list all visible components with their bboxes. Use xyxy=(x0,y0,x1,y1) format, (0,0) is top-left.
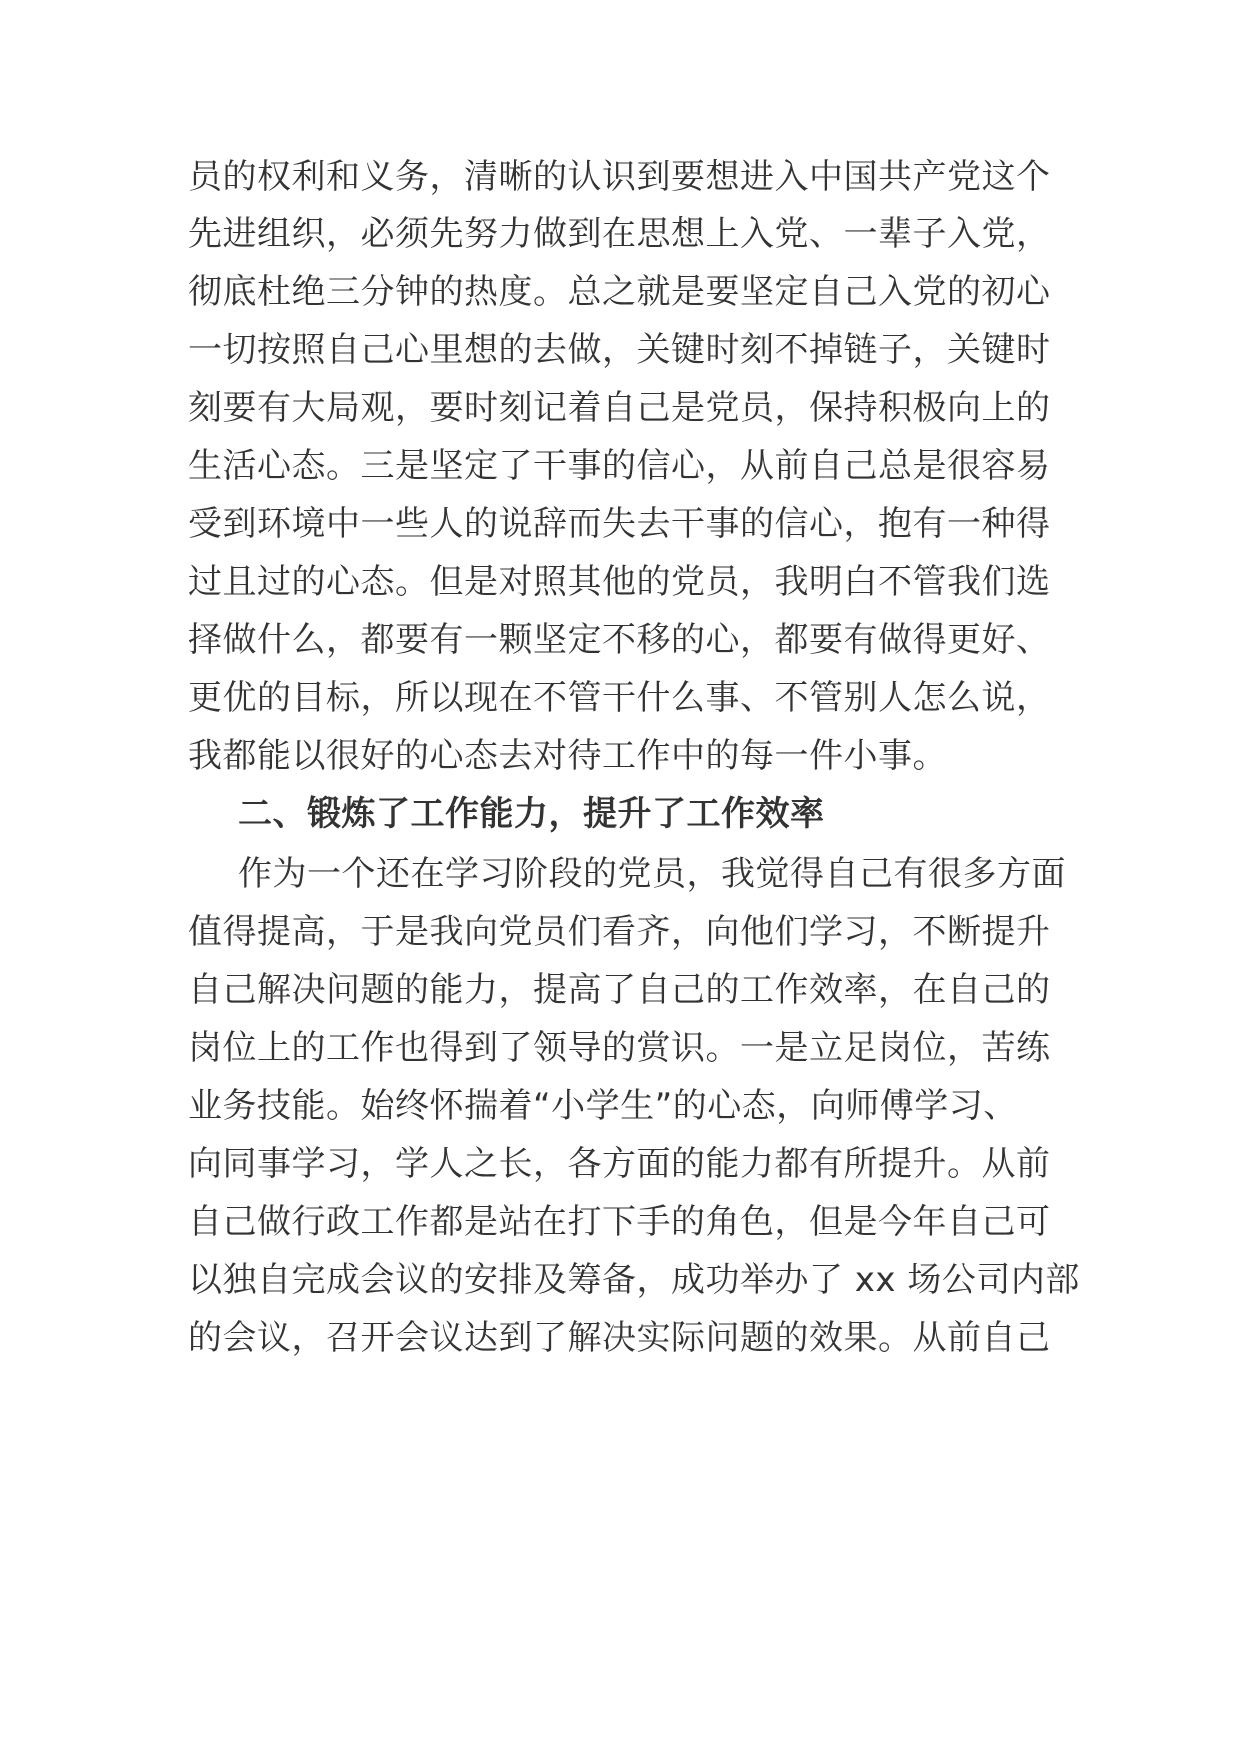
paragraph-line: 更优的目标，所以现在不管干什么事、不管别人怎么说， xyxy=(188,678,1051,718)
paragraph-line: 我都能以很好的心态去对待工作中的每一件小事。 xyxy=(188,736,947,776)
paragraph-line: 过且过的心态。但是对照其他的党员，我明白不管我们选 xyxy=(188,562,1051,602)
paragraph-line: 受到环境中一些人的说辞而失去干事的信心，抱有一种得 xyxy=(188,504,1051,544)
paragraph-line: 彻底杜绝三分钟的热度。总之就是要坚定自己入党的初心 xyxy=(188,272,1051,312)
paragraph-line: 自己做行政工作都是站在打下手的角色，但是今年自己可 xyxy=(188,1202,1051,1242)
paragraph-line: 刻要有大局观，要时刻记着自己是党员，保持积极向上的 xyxy=(188,388,1051,428)
paragraph-line: 一切按照自己心里想的去做，关键时刻不掉链子，关键时 xyxy=(188,330,1051,370)
paragraph-line: 岗位上的工作也得到了领导的赏识。一是立足岗位，苦练 xyxy=(188,1028,1051,1068)
paragraph-line: 作为一个还在学习阶段的党员，我觉得自己有很多方面 xyxy=(238,854,1066,894)
paragraph-line: 员的权利和义务，清晰的认识到要想进入中国共产党这个 xyxy=(188,157,1051,197)
paragraph-line: 业务技能。始终怀揣着“小学生”的心态，向师傅学习、 xyxy=(188,1086,1018,1126)
paragraph-line: 生活心态。三是坚定了干事的信心，从前自己总是很容易 xyxy=(188,446,1051,486)
paragraph-line: 择做什么，都要有一颗坚定不移的心，都要有做得更好、 xyxy=(188,620,1051,660)
paragraph-line: 值得提高，于是我向党员们看齐，向他们学习，不断提升 xyxy=(188,912,1051,952)
paragraph-line: 自己解决问题的能力，提高了自己的工作效率，在自己的 xyxy=(188,970,1051,1010)
paragraph-line: 以独自完成会议的安排及筹备，成功举办了 xx 场公司内部 xyxy=(188,1260,1080,1300)
paragraph-line: 向同事学习，学人之长，各方面的能力都有所提升。从前 xyxy=(188,1144,1051,1184)
paragraph-line: 先进组织，必须先努力做到在思想上入党、一辈子入党， xyxy=(188,214,1051,254)
section-heading: 二、锻炼了工作能力，提升了工作效率 xyxy=(238,794,825,834)
paragraph-line: 的会议，召开会议达到了解决实际问题的效果。从前自己 xyxy=(188,1318,1051,1358)
